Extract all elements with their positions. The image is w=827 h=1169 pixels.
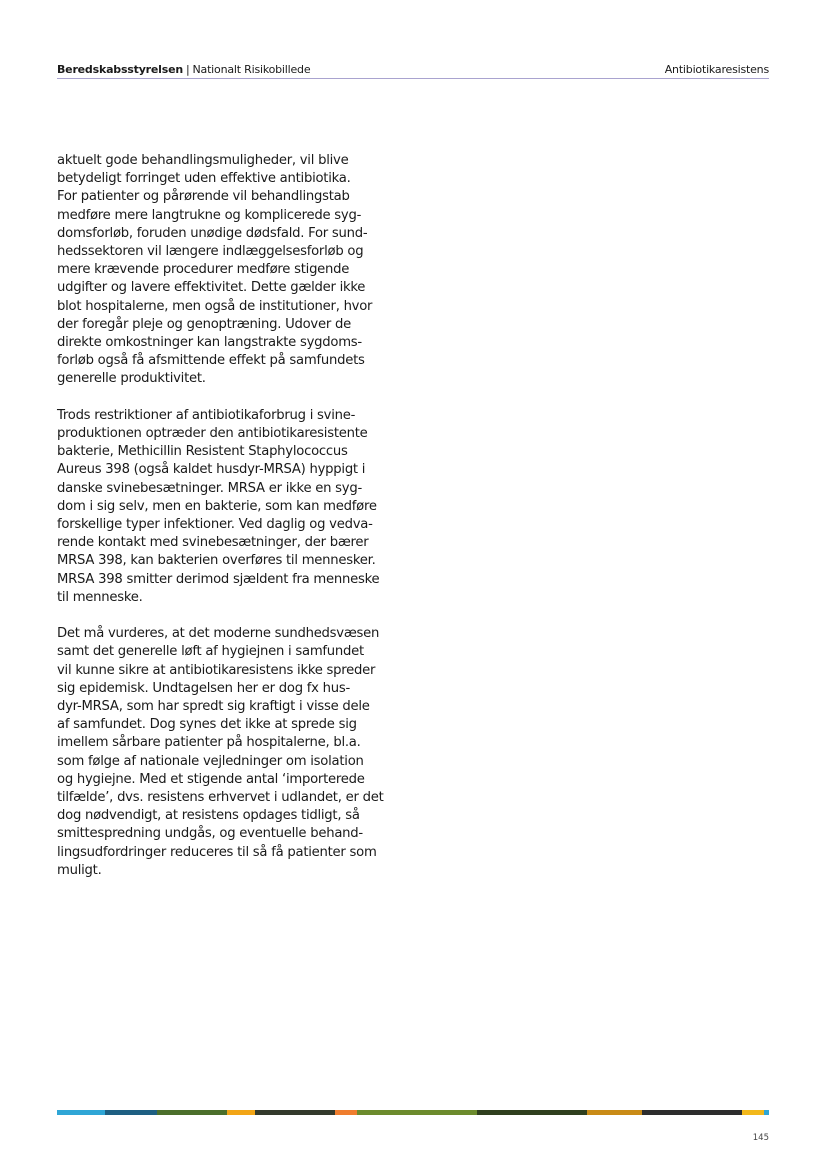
text-line: betydeligt forringet uden effektive antibiotika. [57,171,351,187]
text-line: samt det generelle løft af hygiejnen i samfundet [57,644,364,660]
text-line: mere krævende procedurer medføre stigende [57,262,350,278]
text-line: til menneske. [57,589,143,605]
text-line: der foregår pleje og genoptræning. Udover de [57,316,351,332]
text-line: blot hospitalerne, men også de institutioner, hvor [57,298,373,314]
text-line: dom i sig selv, men en bakterie, som kan medføre [57,498,377,514]
stripe-segment [587,1110,642,1115]
text-line: produktionen optræder den antibiotikaresistente [57,426,368,442]
stripe-segment [335,1110,357,1115]
stripe-segment [157,1110,227,1115]
text-line: generelle produktivitet. [57,371,206,387]
stripe-segment [764,1110,769,1115]
text-line: udgifter og lavere effektivitet. Dette gælder ikke [57,280,366,296]
stripe-segment [642,1110,742,1115]
text-line: rende kontakt med svinebesætninger, der bærer [57,535,369,551]
paragraph-2 [57,407,402,607]
text-line: MRSA 398, kan bakterien overføres til mennesker. [57,553,376,569]
stripe-segment [357,1110,477,1115]
text-line: Trods restriktioner af antibiotikaforbrug i svine- [57,407,356,423]
header-publication: Nationalt Risikobillede [192,63,311,76]
header-section: Antibiotikaresistens [664,63,769,76]
text-line: domsforløb, foruden unødige dødsfald. For sund- [57,225,368,241]
text-line: sig epidemisk. Undtagelsen her er dog fx hus- [57,680,350,696]
stripe-segment [477,1110,587,1115]
stripe-segment [742,1110,764,1115]
page-number: 145 [752,1133,769,1143]
text-line: lingsudfordringer reduceres til så få patienter som [57,844,377,860]
stripe-segment [227,1110,255,1115]
text-line: danske svinebesætninger. MRSA er ikke en syg- [57,480,362,496]
text-line: og hygiejne. Med et stigende antal ‘importerede [57,771,365,787]
text-line: imellem sårbare patienter på hospitalerne, bl.a. [57,735,361,751]
paragraph-1 [57,152,402,389]
text-line: smittespredning undgås, og eventuelle behand- [57,826,363,842]
header-rule [57,78,769,79]
header-left [57,63,310,77]
text-line: Aureus 398 (også kaldet husdyr-MRSA) hyppigt i [57,462,366,478]
text-line: MRSA 398 smitter derimod sjældent fra menneske [57,571,380,587]
stripe-segment [57,1110,105,1115]
text-line: af samfundet. Dog synes det ikke at sprede sig [57,717,357,733]
text-line: tilfælde’, dvs. resistens erhvervet i udlandet, er det [57,790,384,806]
text-line: forløb også få afsmittende effekt på samfundets [57,353,365,369]
text-line: direkte omkostninger kan langstrakte sygdoms- [57,335,362,351]
text-line: dog nødvendigt, at resistens opdages tidligt, så [57,808,360,824]
running-header [57,63,769,79]
body-text [57,152,402,898]
text-line: dyr-MRSA, som har spredt sig kraftigt i visse dele [57,699,370,715]
footer-color-stripe [57,1110,769,1115]
header-org: Beredskabsstyrelsen [57,63,183,76]
stripe-segment [105,1110,157,1115]
paragraph-3 [57,625,402,880]
text-line: hedssektoren vil længere indlæggelsesforløb og [57,244,364,260]
text-line: muligt. [57,862,102,878]
text-line: vil kunne sikre at antibiotikaresistens ikke spreder [57,662,376,678]
stripe-segment [255,1110,335,1115]
text-line: som følge af nationale vejledninger om isolation [57,753,364,769]
text-line: forskellige typer infektioner. Ved daglig og vedva- [57,517,373,533]
text-line: Det må vurderes, at det moderne sundhedsvæsen [57,626,380,642]
text-line: bakterie, Methicillin Resistent Staphylococcus [57,444,348,460]
text-line: aktuelt gode behandlingsmuligheder, vil blive [57,153,349,168]
text-line: For patienter og pårørende vil behandlingstab [57,189,350,205]
header-separator: | [185,63,190,76]
text-line: medføre mere langtrukne og komplicerede syg- [57,207,362,223]
